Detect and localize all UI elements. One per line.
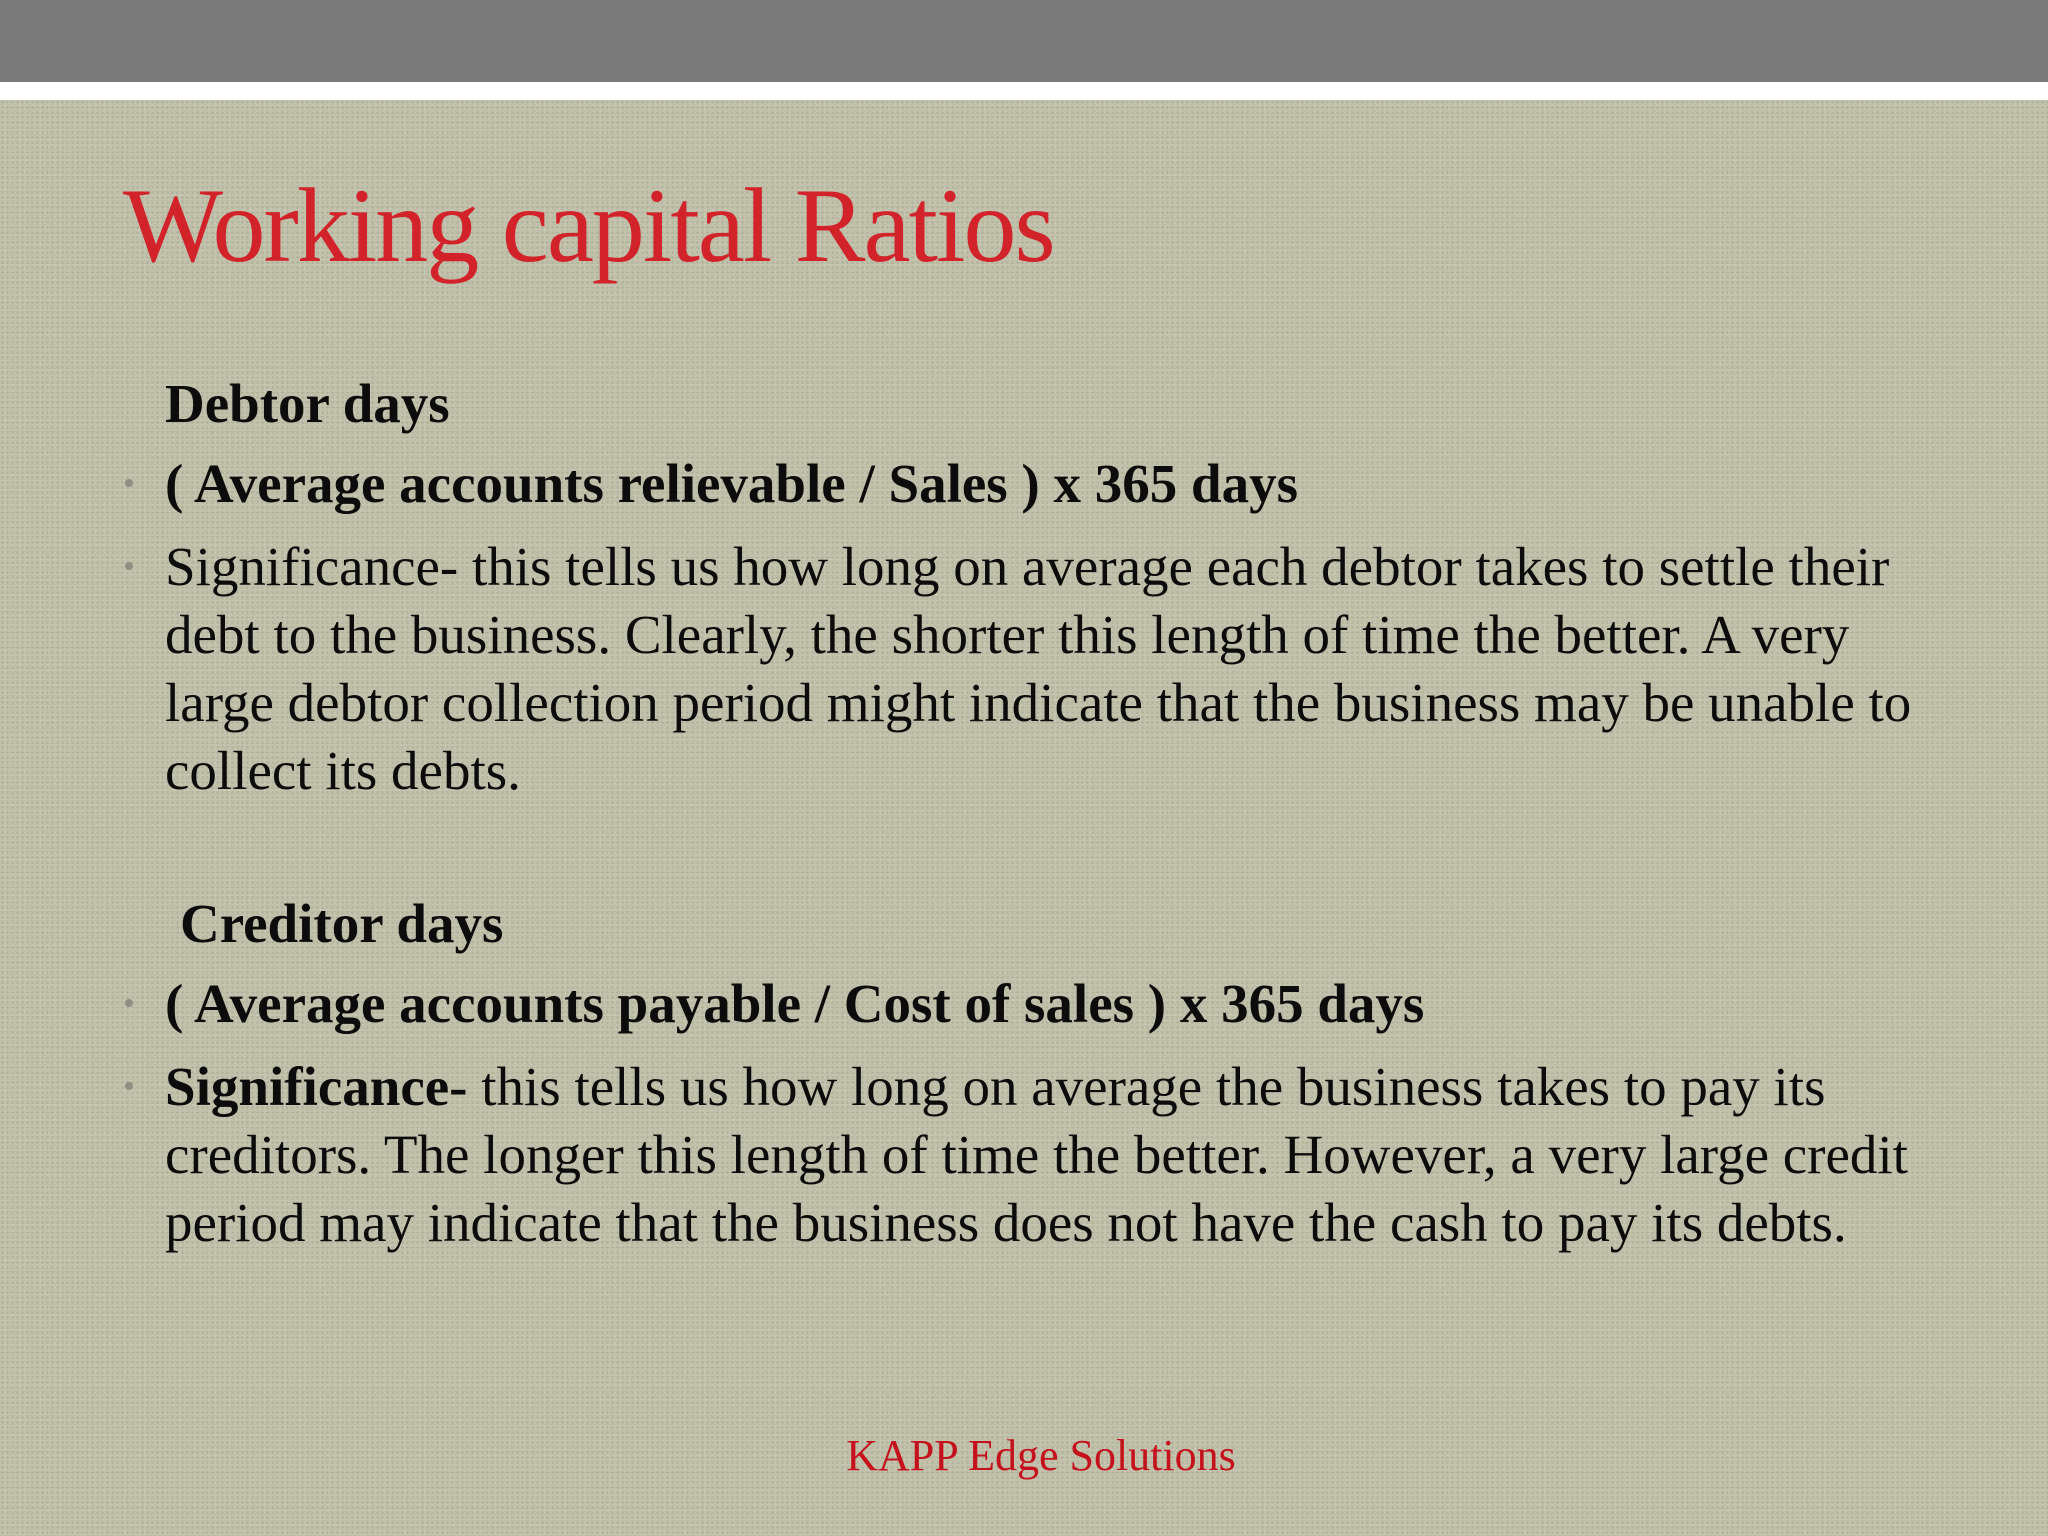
- footer-brand: KAPP Edge Solutions: [846, 1431, 1236, 1480]
- bullet-icon: •: [123, 1068, 135, 1105]
- creditor-significance: [165, 1056, 1908, 1253]
- bullet-icon: •: [123, 548, 135, 585]
- slide-title: Working capital Ratios: [123, 167, 1054, 284]
- debtor-significance: Significance- this tells us how long on average each debtor takes to settle their debt to the business. Clearly, the shorter this length of time the better. A very large debtor collection period might indicate that the business may be unable to collect its debts.: [165, 536, 1912, 801]
- slide-body: [123, 370, 1923, 1272]
- creditor-formula-bullet: [123, 970, 1923, 1038]
- debtor-formula-bullet: [123, 450, 1923, 518]
- significance-label: Significance-: [165, 1056, 468, 1117]
- bullet-icon: •: [123, 465, 135, 502]
- debtor-formula: ( Average accounts relievable / Sales ) x 365 days: [165, 453, 1298, 514]
- bullet-icon: •: [123, 985, 135, 1022]
- creditor-formula: ( Average accounts payable / Cost of sales ) x 365 days: [165, 973, 1425, 1034]
- debtor-significance-bullet: [123, 533, 1923, 805]
- debtor-heading: Debtor days: [165, 373, 450, 434]
- creditor-significance-text: this tells us how long on average the business takes to pay its creditors. The longer this length of time the better. However, a very large credit period may indicate that the business does not have the cash to pay its debts.: [165, 1056, 1908, 1253]
- top-bar: [0, 0, 2048, 82]
- creditor-heading: Creditor days: [180, 893, 504, 954]
- top-divider: [0, 82, 2048, 100]
- creditor-significance-bullet: [123, 1053, 1923, 1257]
